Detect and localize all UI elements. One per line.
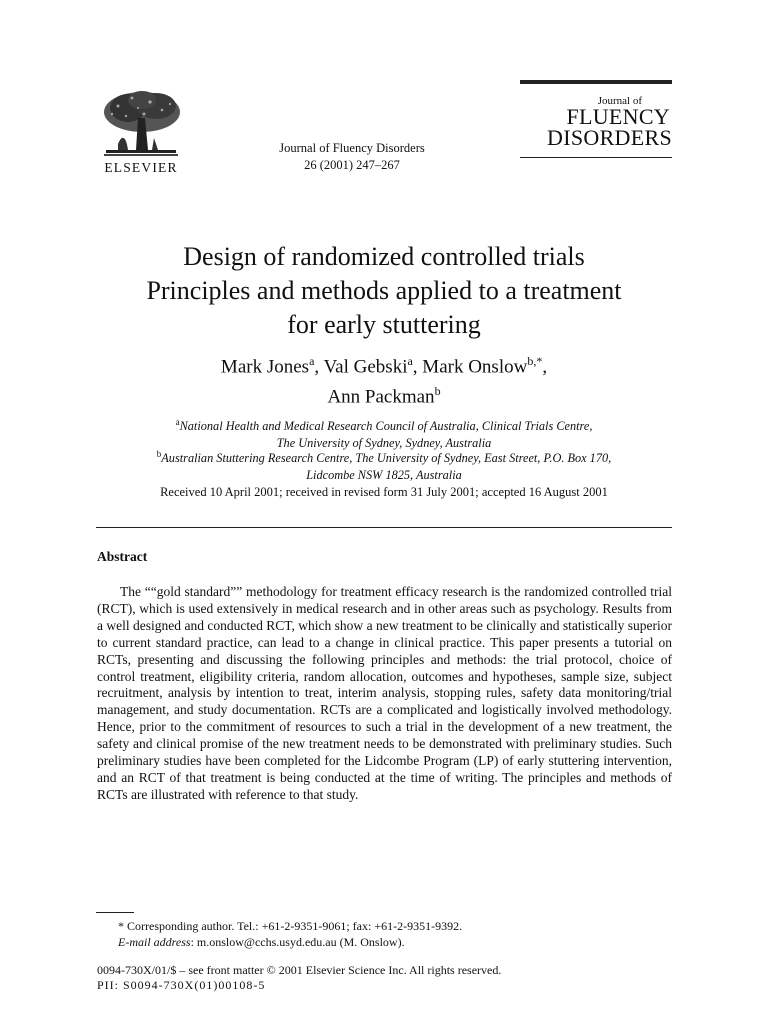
author-affil-mark: b [434, 384, 441, 399]
journal-citation [252, 140, 452, 174]
author-name: Ann Packman [327, 386, 435, 408]
author-separator: , [542, 356, 548, 378]
corresponding-author-note: * Corresponding author. Tel.: +61-2-9351-9061; fax: +61-2-9351-9392. [118, 919, 463, 933]
volume-info: 26 (2001) 247–267 [304, 158, 400, 172]
affiliation-label: b [156, 449, 162, 459]
author-name: Mark Onslow [422, 356, 528, 378]
journal-logo-top-rule [520, 80, 672, 84]
author-list [60, 349, 708, 410]
email-label: E-mail address [118, 935, 191, 949]
journal-logo-line1: FLUENCY [566, 104, 670, 129]
pii-line: PII: S0094-730X(01)00108-5 [97, 978, 266, 992]
affiliation-text: Lidcombe NSW 1825, Australia [306, 467, 462, 482]
affiliation-text: National Health and Medical Research Council of Australia, Clinical Trials Centre, [179, 419, 593, 434]
author-affil-mark: a [407, 354, 413, 368]
author-affil-mark: b,* [527, 354, 543, 368]
affiliation-b [60, 446, 708, 483]
author-name: Val Gebski [323, 356, 408, 378]
article-title [60, 240, 708, 342]
affiliation-label: a [175, 417, 180, 427]
journal-logo-small-text: Journal of [597, 95, 642, 107]
author-line-2 [60, 379, 708, 409]
footnote-rule [96, 912, 134, 913]
journal-logo-bottom-rule [520, 157, 672, 158]
affiliation-text: The University of Sydney, Sydney, Australia [276, 435, 492, 450]
journal-logo-line2: DISORDERS [547, 125, 672, 150]
title-line: Design of randomized controlled trials [183, 242, 585, 271]
received-dates: Received 10 April 2001; received in revised form 31 July 2001; accepted 16 August 2001 [160, 485, 608, 499]
publisher-name: ELSEVIER [104, 160, 178, 175]
copyright-line: 0094-730X/01/$ – see front matter © 2001 Elsevier Science Inc. All rights reserved. [97, 963, 502, 977]
author-line-1 [60, 349, 708, 379]
section-divider [96, 527, 672, 528]
author-affil-mark: a [309, 354, 315, 368]
author-separator: , [314, 356, 324, 378]
email-value[interactable]: : m.onslow@cchs.usyd.edu.au (M. Onslow). [190, 935, 405, 949]
title-line: Principles and methods applied to a treatment [146, 276, 622, 305]
email-note [118, 934, 405, 950]
journal-logo [520, 80, 672, 158]
abstract-text: The ““gold standard”” methodology for treatment efficacy research is the randomized controlled trial (RCT), which is used extensively in medical research and in other areas such as psychology. Results from a well designed and conducted RCT, which show a new treatment to be clinically and statistically superior to current standard practice, can lead to a change in clinical practice. This paper presents a tutorial on RCTs, presenting and discussing the following principles and methods: the trial protocol, choice of control treatment, eligibility criteria, random allocation, outcomes and hypotheses, sample size, subject recruitment, analysis by intention to treat, interim analysis, stopping rules, safety data monitoring/trial management, and study documentation. RCTs are a complicated and logistically involved methodology. Hence, prior to the commitment of resources to such a trial in the development of a new treatment, the safety and clinical promise of the new treatment needs to be demonstrated with preliminary studies. Such preliminary studies have been completed for the Lidcombe Program (LP) of early stuttering intervention, and an RCT of that treatment is being conducted at the time of writing. The principles and methods of RCTs are illustrated with reference to that study. [97, 584, 672, 802]
author-separator: , [412, 356, 423, 378]
elsevier-tree-icon [98, 88, 184, 158]
affiliation-text: Australian Stuttering Research Centre, The University of Sydney, East Street, P.O. Box 170, [161, 451, 612, 466]
abstract-heading: Abstract [97, 549, 148, 564]
journal-name: Journal of Fluency Disorders [279, 141, 425, 155]
author-name: Mark Jones [220, 356, 310, 378]
publisher-logo [96, 88, 186, 176]
title-line: for early stuttering [287, 310, 481, 339]
